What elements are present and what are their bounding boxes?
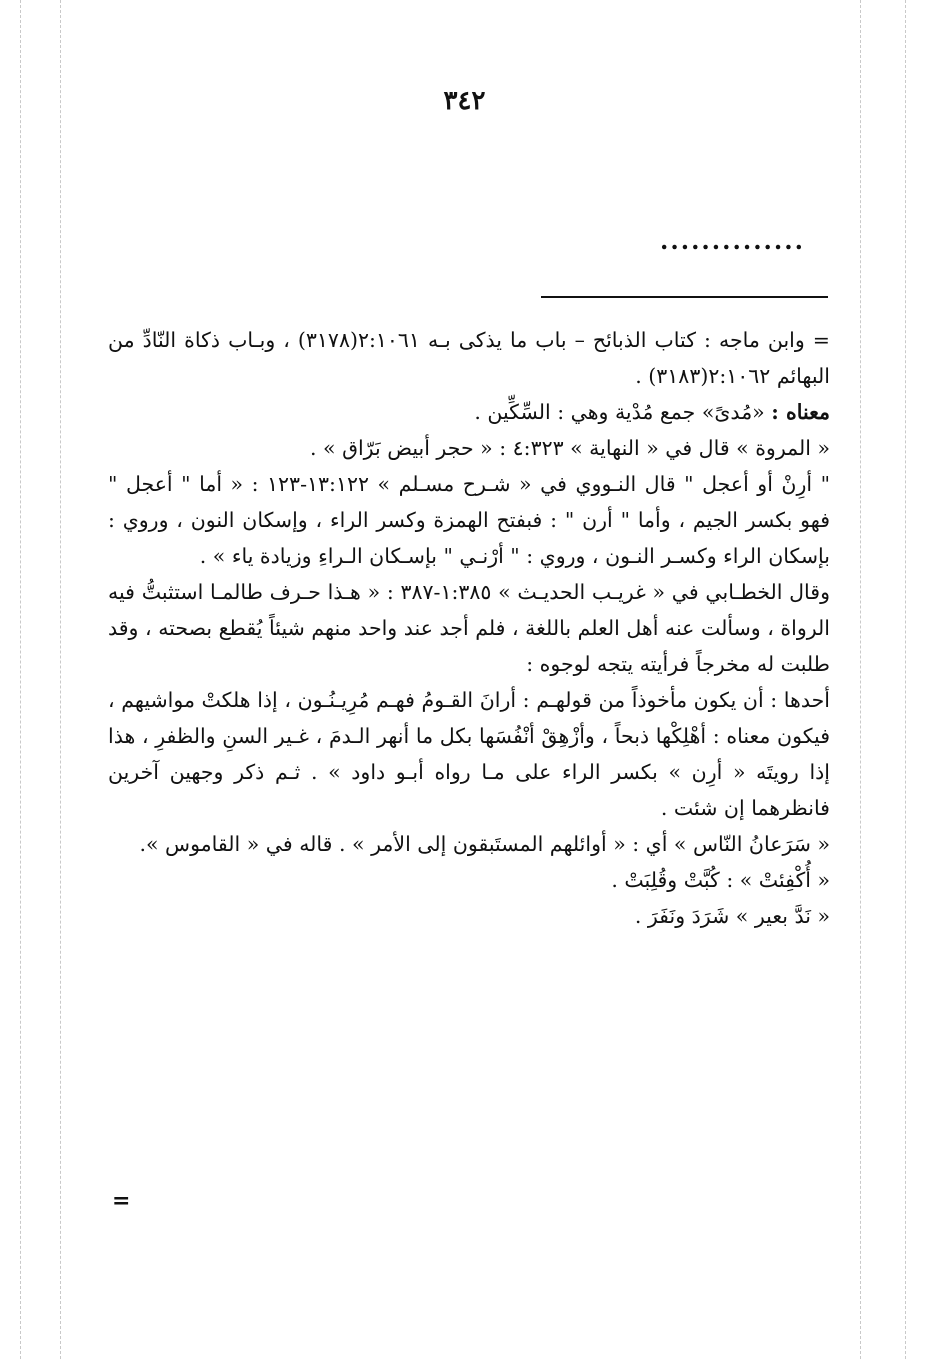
paragraph: « نَدَّ بعير » شَرَدَ ونَفَرَ . xyxy=(634,904,830,928)
footnote-body xyxy=(108,322,830,934)
margin-guide xyxy=(860,0,861,1359)
paragraph: = وابن ماجه : كتاب الذبائح – باب ما يذكى بـه ٢:١٠٦١(٣١٧٨) ، وبـاب ذكاة النّادِّ من البهائم ٢:١٠٦٢(٣١٨٣) . xyxy=(108,328,830,388)
paragraph: « أُكْفِئتْ » : كُبَّتْ وقُلِبَتْ . xyxy=(611,868,830,892)
bold-term: معناه : xyxy=(771,400,830,424)
page-number: ٣٤٢ xyxy=(443,86,486,116)
footnote-rule xyxy=(541,296,828,298)
margin-guide xyxy=(905,0,906,1359)
margin-guide xyxy=(60,0,61,1359)
paragraph: وقال الخطـابي في « غريـب الحديـث » ١:٣٨٥-٣٨٧ : « هـذا حـرف طالمـا استثبتُّ فيه الرواة ، وسألت عنه أهل العلم باللغة ، فلم أجد عند واحد منهم شيئاً يُقطع بصحته ، وقد طلبت له مخرجاً فرأيته يتجه لوجوه : xyxy=(108,580,831,676)
continuation-mark: = xyxy=(112,1188,131,1214)
paragraph: أحدها : أن يكون مأخوذاً من قولهـم : أرانَ القـومُ فهـم مُرِيـنُـون ، إذا هلكتْ مواشيهم ، فيكون معناه : أهْلِكْها ذبحاً ، وأزْهِقْ أنْفُسَها بكل ما أنهر الـدمَ ، غـير السنِ والظفرِ ، هذا إذا رويتَه « أرِن » بكسر الراء على مـا رواه أبـو داود » . ثـم ذكر وجهين آخرين فانظرهما إن شئت . xyxy=(108,688,830,820)
paragraph xyxy=(108,394,830,430)
paragraph: « سَرَعانُ النّاس » أي : « أوائلهم المستَبقون إلى الأمر » . قاله في « القاموس ». xyxy=(139,832,830,856)
margin-guide xyxy=(20,0,21,1359)
paragraph-text: «مُدىً» جمع مُدْية وهي : السِّكِّين . xyxy=(474,400,765,424)
ellipsis-line: .............. xyxy=(660,226,805,255)
paragraph: « المروة » قال في « النهاية » ٤:٣٢٣ : « حجر أبيض بَرّاق » . xyxy=(309,436,830,460)
paragraph: " أرِنْ أو أعجل " قال النـووي في « شـرح مسـلم » ١٣:١٢٢-١٢٣ : « أما " أعجل " فهو بكسر الجيم ، وأما " أرن " : فبفتح الهمزة وكسر الراء ، وإسكان النون ، وروي : بإسكان الراء وكسـر النـون ، وروي : " أرْنـي " بإسـكان الـراءِ وزيادة ياء » . xyxy=(108,472,831,568)
